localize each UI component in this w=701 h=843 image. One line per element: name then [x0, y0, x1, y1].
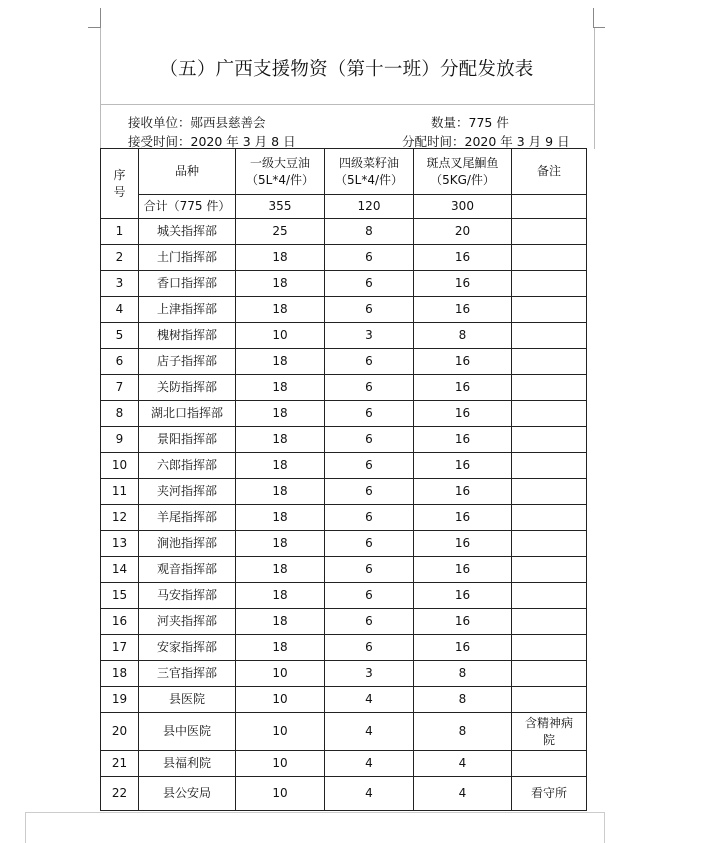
row-note — [512, 531, 587, 557]
row-no: 6 — [101, 349, 139, 375]
row-col2: 6 — [325, 531, 414, 557]
row-no: 9 — [101, 427, 139, 453]
row-col2: 6 — [325, 297, 414, 323]
row-col2: 6 — [325, 375, 414, 401]
table-row — [101, 349, 587, 375]
row-col3: 16 — [414, 505, 512, 531]
row-note — [512, 583, 587, 609]
row-name: 观音指挥部 — [139, 557, 236, 583]
row-note: 看守所 — [512, 777, 587, 811]
row-col2: 6 — [325, 349, 414, 375]
row-col3: 16 — [414, 349, 512, 375]
row-col2: 6 — [325, 479, 414, 505]
receiving-unit: 接收单位：郧西县慈善会 — [128, 115, 266, 130]
total-label: 合计（775 件） — [139, 195, 236, 219]
row-note — [512, 297, 587, 323]
distribution-table — [100, 148, 587, 811]
row-col3: 8 — [414, 687, 512, 713]
row-note: 含精神病 院 — [512, 713, 587, 751]
row-no: 2 — [101, 245, 139, 271]
distribution-date: 分配时间：2020 年 3 月 9 日 — [402, 134, 570, 149]
total-col2: 120 — [325, 195, 414, 219]
row-name: 湖北口指挥部 — [139, 401, 236, 427]
row-note — [512, 557, 587, 583]
row-name: 景阳指挥部 — [139, 427, 236, 453]
row-col3: 4 — [414, 751, 512, 777]
row-col3: 20 — [414, 219, 512, 245]
document-title: （五）广西支援物资（第十一班）分配发放表 — [159, 59, 534, 80]
row-name: 河夹指挥部 — [139, 609, 236, 635]
row-col1: 18 — [236, 401, 325, 427]
row-note — [512, 427, 587, 453]
row-no: 11 — [101, 479, 139, 505]
row-note — [512, 375, 587, 401]
row-col2: 4 — [325, 751, 414, 777]
table-row — [101, 751, 587, 777]
row-no: 18 — [101, 661, 139, 687]
row-col1: 18 — [236, 245, 325, 271]
row-note — [512, 687, 587, 713]
row-no: 1 — [101, 219, 139, 245]
row-note — [512, 323, 587, 349]
row-col2: 6 — [325, 401, 414, 427]
row-col1: 10 — [236, 661, 325, 687]
row-col2: 3 — [325, 661, 414, 687]
table-row — [101, 297, 587, 323]
row-note — [512, 609, 587, 635]
row-name: 涧池指挥部 — [139, 531, 236, 557]
table-row — [101, 323, 587, 349]
row-name: 夹河指挥部 — [139, 479, 236, 505]
row-no: 5 — [101, 323, 139, 349]
row-col3: 8 — [414, 661, 512, 687]
row-col3: 16 — [414, 557, 512, 583]
row-note — [512, 271, 587, 297]
row-col1: 18 — [236, 479, 325, 505]
row-col2: 6 — [325, 505, 414, 531]
row-name: 县中医院 — [139, 713, 236, 751]
row-col2: 6 — [325, 245, 414, 271]
row-col2: 4 — [325, 777, 414, 811]
row-col1: 18 — [236, 297, 325, 323]
row-note — [512, 635, 587, 661]
row-col1: 18 — [236, 531, 325, 557]
table-row — [101, 531, 587, 557]
table-row — [101, 557, 587, 583]
row-no: 22 — [101, 777, 139, 811]
row-col3: 16 — [414, 245, 512, 271]
row-note — [512, 245, 587, 271]
row-name: 槐树指挥部 — [139, 323, 236, 349]
row-name: 关防指挥部 — [139, 375, 236, 401]
row-no: 21 — [101, 751, 139, 777]
row-no: 3 — [101, 271, 139, 297]
row-col2: 6 — [325, 427, 414, 453]
row-no: 16 — [101, 609, 139, 635]
row-col3: 16 — [414, 375, 512, 401]
row-name: 县福利院 — [139, 751, 236, 777]
row-col2: 4 — [325, 713, 414, 751]
header-row — [101, 149, 587, 195]
row-note — [512, 661, 587, 687]
row-col3: 16 — [414, 531, 512, 557]
row-col3: 16 — [414, 479, 512, 505]
row-col1: 18 — [236, 609, 325, 635]
table-row — [101, 479, 587, 505]
row-no: 12 — [101, 505, 139, 531]
row-col2: 8 — [325, 219, 414, 245]
row-name: 六郎指挥部 — [139, 453, 236, 479]
header-note: 备注 — [512, 149, 587, 195]
row-name: 县公安局 — [139, 777, 236, 811]
row-col2: 6 — [325, 609, 414, 635]
crop-mark-top-left-v — [100, 8, 101, 28]
receive-date: 接受时间：2020 年 3 月 8 日 — [128, 134, 296, 149]
row-col3: 8 — [414, 323, 512, 349]
crop-mark-top-right-v — [593, 8, 594, 28]
row-col1: 10 — [236, 713, 325, 751]
row-no: 8 — [101, 401, 139, 427]
table-row — [101, 505, 587, 531]
row-col3: 16 — [414, 453, 512, 479]
header-col2: 四级菜籽油 （5L*4/件） — [325, 149, 414, 195]
row-name: 安家指挥部 — [139, 635, 236, 661]
row-name: 三官指挥部 — [139, 661, 236, 687]
row-note — [512, 479, 587, 505]
row-col3: 16 — [414, 609, 512, 635]
table-row — [101, 375, 587, 401]
row-name: 香口指挥部 — [139, 271, 236, 297]
table-row — [101, 427, 587, 453]
row-col1: 18 — [236, 583, 325, 609]
row-no: 20 — [101, 713, 139, 751]
row-name: 城关指挥部 — [139, 219, 236, 245]
table-row — [101, 219, 587, 245]
row-note — [512, 401, 587, 427]
table-row — [101, 245, 587, 271]
row-col2: 4 — [325, 687, 414, 713]
header-index: 序 号 — [101, 149, 139, 219]
row-note — [512, 453, 587, 479]
table-row — [101, 661, 587, 687]
row-col3: 16 — [414, 635, 512, 661]
table-row — [101, 401, 587, 427]
row-col1: 18 — [236, 271, 325, 297]
row-col2: 6 — [325, 453, 414, 479]
row-note — [512, 219, 587, 245]
row-col2: 6 — [325, 557, 414, 583]
table-row — [101, 635, 587, 661]
total-row — [101, 195, 587, 219]
row-name: 县医院 — [139, 687, 236, 713]
crop-mark-top-left-h — [88, 27, 100, 28]
row-col1: 25 — [236, 219, 325, 245]
row-col1: 18 — [236, 635, 325, 661]
row-no: 17 — [101, 635, 139, 661]
row-col3: 8 — [414, 713, 512, 751]
row-col3: 4 — [414, 777, 512, 811]
row-no: 13 — [101, 531, 139, 557]
table-row — [101, 609, 587, 635]
row-col3: 16 — [414, 271, 512, 297]
row-col1: 10 — [236, 751, 325, 777]
row-name: 土门指挥部 — [139, 245, 236, 271]
table-row — [101, 271, 587, 297]
row-no: 19 — [101, 687, 139, 713]
row-name: 马安指挥部 — [139, 583, 236, 609]
row-no: 10 — [101, 453, 139, 479]
total-col3: 300 — [414, 195, 512, 219]
row-col3: 16 — [414, 427, 512, 453]
table-row — [101, 583, 587, 609]
row-col1: 18 — [236, 453, 325, 479]
row-col3: 16 — [414, 583, 512, 609]
row-col2: 3 — [325, 323, 414, 349]
row-col1: 18 — [236, 349, 325, 375]
row-no: 4 — [101, 297, 139, 323]
header-col3: 斑点叉尾鮰鱼 （5KG/件） — [414, 149, 512, 195]
row-col1: 10 — [236, 687, 325, 713]
table-row — [101, 453, 587, 479]
row-col3: 16 — [414, 297, 512, 323]
row-col1: 18 — [236, 557, 325, 583]
row-col1: 18 — [236, 505, 325, 531]
total-col1: 355 — [236, 195, 325, 219]
quantity: 数量：775 件 — [431, 115, 509, 130]
header-item: 品种 — [139, 149, 236, 195]
row-note — [512, 349, 587, 375]
table-row — [101, 713, 587, 751]
header-col1: 一级大豆油 （5L*4/件） — [236, 149, 325, 195]
total-note — [512, 195, 587, 219]
next-page-edge — [25, 812, 605, 843]
table-row — [101, 777, 587, 811]
row-col2: 6 — [325, 635, 414, 661]
row-note — [512, 505, 587, 531]
row-no: 14 — [101, 557, 139, 583]
row-col1: 10 — [236, 323, 325, 349]
row-col2: 6 — [325, 271, 414, 297]
row-no: 15 — [101, 583, 139, 609]
row-name: 羊尾指挥部 — [139, 505, 236, 531]
row-name: 上津指挥部 — [139, 297, 236, 323]
row-col1: 18 — [236, 375, 325, 401]
row-no: 7 — [101, 375, 139, 401]
row-name: 店子指挥部 — [139, 349, 236, 375]
row-col1: 10 — [236, 777, 325, 811]
table-row — [101, 687, 587, 713]
row-col3: 16 — [414, 401, 512, 427]
row-note — [512, 751, 587, 777]
row-col2: 6 — [325, 583, 414, 609]
row-col1: 18 — [236, 427, 325, 453]
